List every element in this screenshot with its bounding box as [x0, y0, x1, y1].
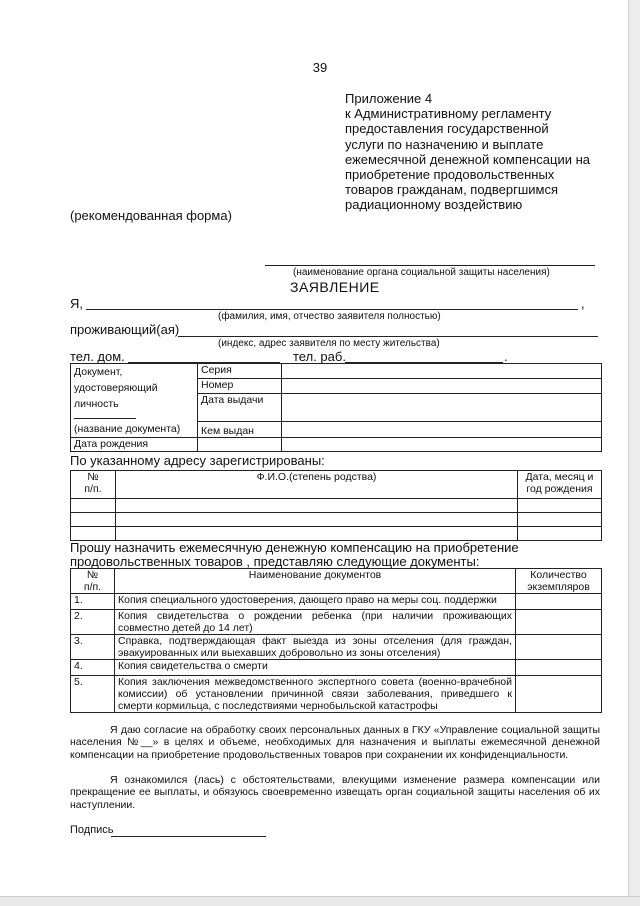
- reg-cell[interactable]: [71, 499, 116, 513]
- issue-date-label: Дата выдачи: [198, 394, 282, 422]
- appendix-line: предоставления государственной: [345, 121, 549, 137]
- appendix-line: приобретение продовольственных: [345, 167, 555, 183]
- doc-row-name: Копия специального удостоверения, дающего право на меры соц. поддержки: [115, 594, 516, 610]
- fio-line[interactable]: [86, 309, 578, 310]
- document-title: ЗАЯВЛЕНИЕ: [290, 279, 380, 295]
- tel-home-label: тел. дом.: [70, 349, 125, 364]
- fio-comma: ,: [581, 296, 585, 311]
- appendix-header: [345, 91, 615, 213]
- appendix-line: к Административному регламенту: [345, 106, 552, 122]
- fio-hint: (фамилия, имя, отчество заявителя полностью): [218, 311, 441, 322]
- address-line[interactable]: [178, 336, 598, 337]
- doc-row-no: 3.: [71, 635, 115, 660]
- doc-row-name: Справка, подтверждающая факт выезда из зоны отселения (для граждан, эвакуированных или выехавших добровольно из зоны отселения): [115, 635, 516, 660]
- tel-work-dot: .: [504, 349, 508, 364]
- reg-cell[interactable]: [71, 527, 116, 541]
- residing-label: проживающий(ая): [70, 322, 180, 337]
- birth-date-label: Дата рождения: [71, 438, 198, 452]
- docs-col-name: Наименование документов: [115, 569, 516, 594]
- consent-paragraph: Я даю согласие на обработку своих персональных данных в ГКУ «Управление социальной защиты населения №__» в целях и объеме, необходимых для назначения и выплаты ежемесячной денежной компенсации на приобретение продовольственных товаров при сохранении их конфиденциальности.: [70, 724, 600, 761]
- doc-row-qty[interactable]: [516, 676, 602, 713]
- reg-col-no: № п/п.: [71, 471, 116, 499]
- issue-date-value[interactable]: [282, 394, 602, 422]
- reg-cell[interactable]: [71, 513, 116, 527]
- doc-row-qty[interactable]: [516, 635, 602, 660]
- doc-name-hint: (название документа): [74, 423, 181, 435]
- series-value[interactable]: [282, 364, 602, 379]
- doc-row-no: 2.: [71, 610, 115, 635]
- docs-col-no: № п/п.: [71, 569, 115, 594]
- id-doc-label: личность: [74, 398, 119, 410]
- number-label: Номер: [198, 379, 282, 394]
- request-line-1: Прошу назначить ежемесячную денежную компенсацию на приобретение: [70, 540, 519, 555]
- appendix-line: ежемесячной денежной компенсации на: [345, 151, 591, 167]
- reg-cell[interactable]: [518, 527, 602, 541]
- doc-row-name: Копия свидетельства о рождении ребенка (при наличии проживающих совместно детей до 14 лет): [115, 610, 516, 635]
- appendix-line: Приложение 4: [345, 91, 433, 106]
- address-hint: (индекс, адрес заявителя по месту жительства): [218, 338, 440, 349]
- doc-row-name: Копия заключения межведомственного экспертного совета (военно-врачебной комиссии) об установлении причинной связи заболевания, приведшего к смерти кормильца, с последствиями чернобыльской катастрофы: [115, 676, 516, 713]
- tel-work-label: тел. раб.: [293, 349, 346, 364]
- organ-name-line[interactable]: [265, 265, 595, 266]
- doc-row-no: 5.: [71, 676, 115, 713]
- doc-row-no: 1.: [71, 594, 115, 610]
- recommended-form-label: (рекомендованная форма): [70, 208, 232, 223]
- reg-col-date: Дата, месяц и год рождения: [518, 471, 602, 499]
- reg-cell[interactable]: [116, 527, 518, 541]
- doc-row-name: Копия свидетельства о смерти: [115, 660, 516, 676]
- signature-label: Подпись: [70, 824, 114, 836]
- series-label: Серия: [198, 364, 282, 379]
- reg-cell[interactable]: [116, 513, 518, 527]
- appendix-line: радиационному воздействию: [345, 197, 523, 213]
- ya-label: Я,: [70, 296, 83, 311]
- id-document-table: [70, 363, 602, 452]
- signature-line[interactable]: [111, 836, 266, 837]
- birth-date-value[interactable]: [282, 438, 602, 452]
- acknowledge-paragraph: Я ознакомился (лась) с обстоятельствами, влекущими изменение размера компенсации или прекращение ее выплаты, и обязуюсь своевременно извещать орган социальной защиты населения об их наступлении.: [70, 774, 600, 811]
- registered-persons-table: [70, 470, 602, 541]
- number-value[interactable]: [282, 379, 602, 394]
- scan-edge: [628, 0, 640, 905]
- docs-col-qty: Количество экземпляров: [516, 569, 602, 594]
- reg-cell[interactable]: [518, 513, 602, 527]
- request-line-2: продовольственных товаров , представляю следующие документы:: [70, 554, 480, 569]
- registered-heading: По указанному адресу зарегистрированы:: [70, 453, 325, 468]
- doc-row-no: 4.: [71, 660, 115, 676]
- organ-name-hint: (наименование органа социальной защиты населения): [293, 267, 550, 278]
- id-doc-label-cell: [71, 364, 198, 438]
- reg-cell[interactable]: [116, 499, 518, 513]
- reg-cell[interactable]: [518, 499, 602, 513]
- id-doc-label: удостоверяющий: [74, 382, 158, 394]
- appendix-line: услуги по назначению и выплате: [345, 136, 544, 152]
- reg-col-fio: Ф.И.О.(степень родства): [116, 471, 518, 499]
- page-number: 39: [312, 60, 328, 75]
- doc-row-qty[interactable]: [516, 594, 602, 610]
- issued-by-label: Кем выдан: [198, 421, 282, 437]
- doc-row-qty[interactable]: [516, 660, 602, 676]
- documents-table: [70, 568, 602, 713]
- appendix-line: товаров гражданам, подвергшимся: [345, 182, 558, 198]
- birth-date-empty: [198, 438, 282, 452]
- issued-by-value[interactable]: [282, 421, 602, 437]
- doc-name-underline[interactable]: [74, 418, 136, 419]
- doc-row-qty[interactable]: [516, 610, 602, 635]
- id-doc-label: Документ,: [74, 366, 123, 378]
